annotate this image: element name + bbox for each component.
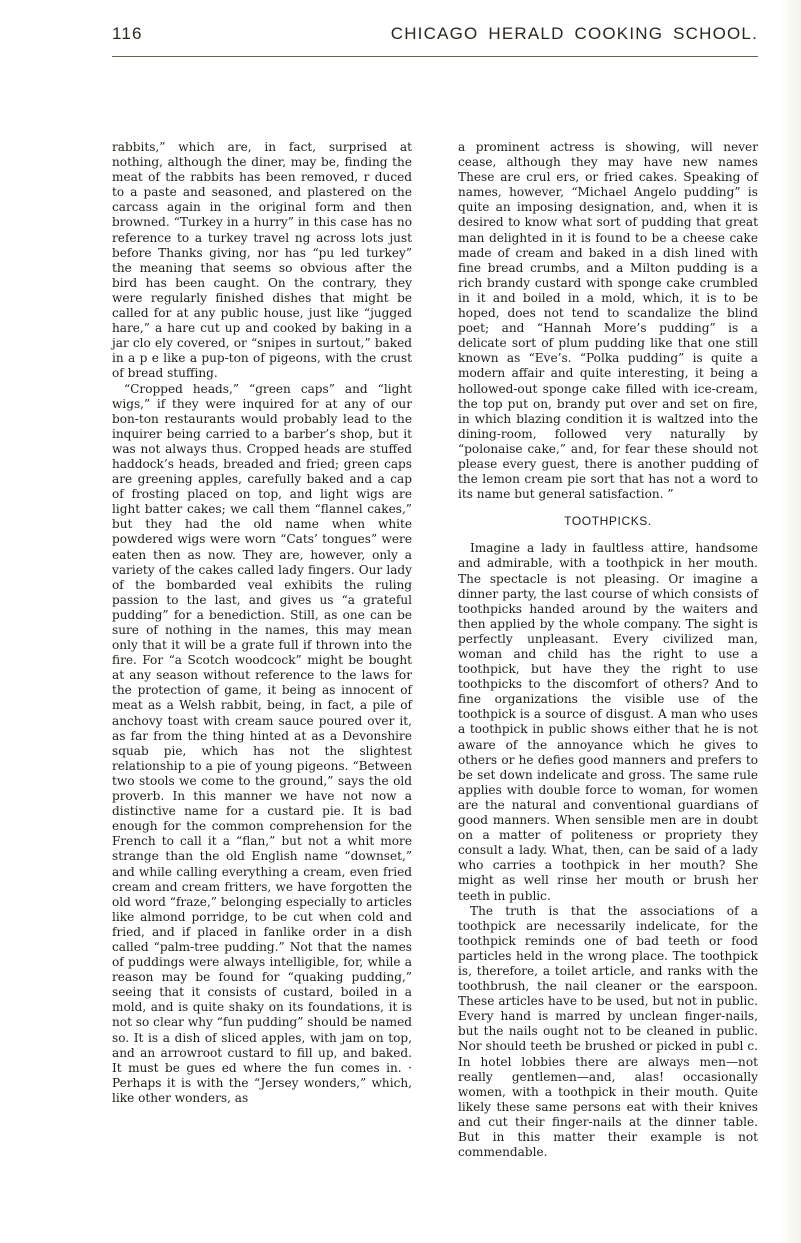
paragraph-rabbits: rabbits,” which are, in fact, surprised at nothing, although the diner, may be, finding the meat of the rabbits has been removed, r duced to a paste and seasoned, and plastered on the carcass again in the original form and then browned. “Turkey in a hurry” in this case has no reference to a turkey travel ng across lots just before Thanks giving, nor has “pu led turkey” the meaning that seems so obvious after the bird has been caught. On the contrary, they were regularly finished dishes that might be called for at any public house, just like “jugged hare,” a hare cut up and cooked by baking in a jar clo ely covered, or “snipes in surtout,” baked in a p e like a pup-ton of pigeons, with the crust of bread stuffing. bbox=[112, 140, 412, 381]
running-head: CHICAGO HERALD COOKING SCHOOL. bbox=[390, 24, 758, 43]
left-column bbox=[112, 140, 412, 1106]
paragraph-truth-toothpick: The truth is that the associations of a toothpick are necessarily indelicate, for the toothpick reminds one of bad teeth or food particles held in the wrong place. The toothpick is, therefore, a toilet article, and ranks with the toothbrush, the nail cleaner or the earspoon. These articles have to be used, but not in public. Every hand is marred by unclean finger-nails, but the nails ought not to be cleaned in public. Nor should teeth be brushed or picked in publ c. In hotel lobbies there are always men—not really gentlemen—and, alas! occasionally women, with a toothpick in their mouth. Quite likely these same persons eat with their knives and cut their finger-nails at the dinner table. But in this matter their example is not commendable. bbox=[458, 903, 758, 1160]
paragraph-imagine-lady: Imagine a lady in faultless attire, handsome and admirable, with a toothpick in her mouth. The spectacle is not pleasing. Or imagine a dinner party, the last course of which consists of toothpicks handed around by the waiters and then applied by the whole company. The sight is perfectly unpleasant. Every civilized man, woman and child has the right to use a toothpick, but have they the right to use toothpicks to the discomfort of others? And to fine organizations the visible use of the toothpick is a source of disgust. A man who uses a toothpick in public shows either that he is not aware of the annoyance which he gives to others or he defies good manners and prefers to be set down indelicate and gross. The same rule applies with double force to woman, for women are the natural and conventional guardians of good manners. When sensible men are in doubt on a matter of politeness or propriety they consult a lady. What, then, can be said of a lady who carries a toothpick in her mouth? She might as well rinse her mouth or brush her teeth in public. bbox=[458, 541, 758, 903]
page-edge-shadow bbox=[779, 0, 801, 1243]
page-header bbox=[112, 24, 758, 48]
paragraph-cropped-heads: “Cropped heads,” “green caps” and “light wigs,” if they were inquired for at any of our bon-ton restaurants would probably lead to the inquirer being carried to a barber’s shop, but it was not always thus. Cropped heads are stuffed haddock’s heads, breaded and fried; green caps are greening apples, carefully baked and a cap of frosting placed on top, and light wigs are light batter cakes; we call them “flannel cakes,” but they had the old name when white powdered wigs were worn “Cats’ tongues” were eaten then as now. They are, however, only a variety of the cakes called lady fingers. Our lady of the bombarded veal exhibits the ruling passion to the last, and gives us “a grateful pudding” for a benediction. Still, as one can be sure of nothing in the names, this may mean only that it will be a grate full if thrown into the fire. For “a Scotch woodcock” might be bought at any season without reference to the laws for the protection of game, it being as innocent of meat as a Welsh rabbit, being, in fact, a pile of anchovy toast with cream sauce poured over it, as far from the thing hinted at as a Devonshire squab pie, which has not the slightest relationship to a pie of young pigeons. “Between two stools we come to the ground,” says the old proverb. In this manner we have not now a distinctive name for a custard pie. It is bad enough for the common comprehension for the French to call it a “flan,” but not a whit more strange than the old English name “downset,” and while calling everything a cream, even fried cream and cream fritters, we have forgotten the old word “fraze,” belonging especially to articles like almond porridge, to be cut when cold and fried, and if placed in fanlike order in a dish called “palm-tree pudding.” Not that the names of puddings were always intelligible, for, while a reason may be found for “quaking pudding,” seeing that it consists of custard, boiled in a mold, and is quite shaky on its foundations, it is not so clear why “fun pudding” should be named so. It is a dish of sliced apples, with jam on top, and an arrowroot custard to fill up, and baked. It must be gues ed where the fun comes in. · Perhaps it is with the “Jersey wonders,” which, like other wonders, as bbox=[112, 381, 412, 1105]
header-rule bbox=[112, 56, 758, 57]
paragraph-pudding-names: a prominent actress is showing, will never cease, although they may have new names These are crul ers, or fried cakes. Speaking of names, however, “Michael Angelo pudding” is quite an imposing designation, and, when it is desired to know what sort of pudding that great man delighted in it is found to be a cheese cake made of cream and baked in a dish lined with fine bread crumbs, and a Milton pudding is a rich brandy custard with sponge cake crumbled in it and boiled in a mold, which, it is to be hoped, does not tend to scandalize the blind poet; and “Hannah More’s pudding” is a delicate sort of plum pudding like that one still known as “Eve’s. “Polka pudding” is quite a modern affair and quite interesting, it being a hollowed-out sponge cake filled with ice-cream, the top put on, brandy put over and set on fire, in which blazing condition it is waltzed into the dining-room, followed very naturally by “polonaise cake,” and, for fear these should not please every guest, there is another pudding of the lemon cream pie sort that has not a word to its name but general satisfaction. ” bbox=[458, 140, 758, 502]
page-number: 116 bbox=[112, 24, 143, 43]
section-heading-toothpicks: TOOTHPICKS. bbox=[564, 514, 652, 529]
right-column bbox=[458, 140, 758, 1160]
